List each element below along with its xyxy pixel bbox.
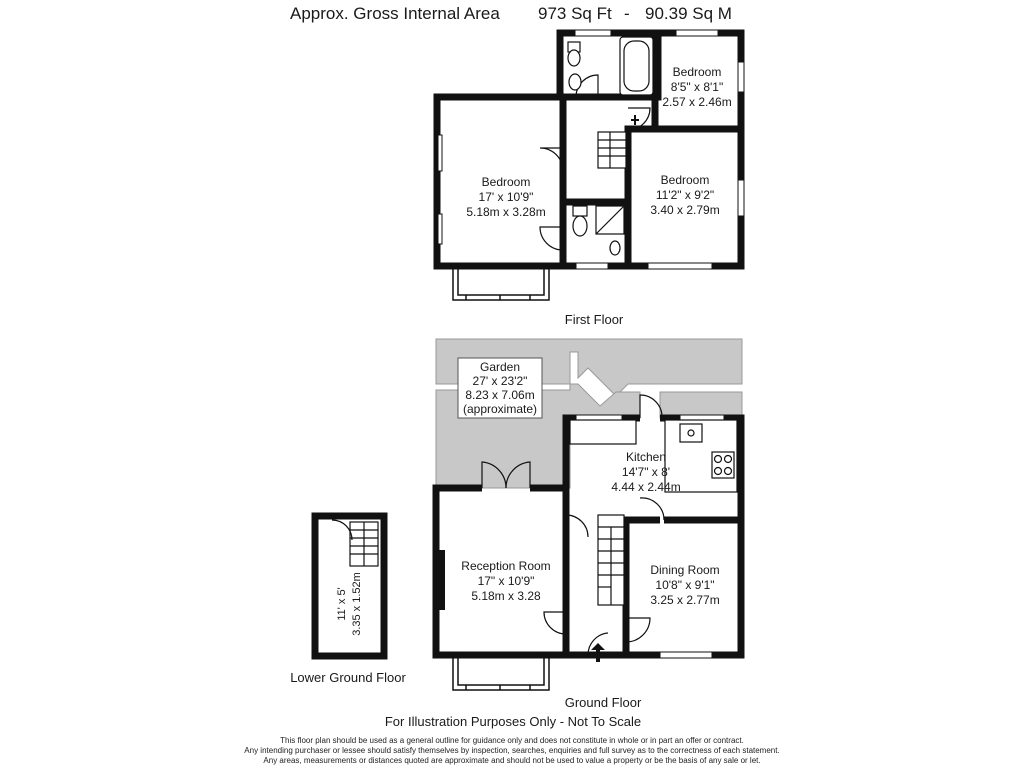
illustration-note: For Illustration Purposes Only - Not To Scale <box>384 714 642 729</box>
fireplace-icon <box>437 550 445 610</box>
lower-ground-floor-plan <box>315 516 384 656</box>
lower-ground-floor-label: Lower Ground Floor <box>290 670 406 685</box>
reception-metric: 5.18m x 3.28 <box>471 589 541 603</box>
garden-metric: 8.23 x 7.06m <box>465 388 535 402</box>
garden-note: (approximate) <box>462 402 538 416</box>
ff-bedroom2-metric: 3.40 x 2.79m <box>650 203 720 217</box>
first-floor-fixtures <box>568 37 653 255</box>
area-sqft: 973 Sq Ft <box>538 4 612 23</box>
basin-icon <box>569 74 581 90</box>
kitchen-metric: 4.44 x 2.44m <box>611 480 681 494</box>
arrow-icon <box>631 115 639 125</box>
ff-bedroom1-metric: 5.18m x 3.28m <box>466 205 546 219</box>
ground-floor-label: Ground Floor <box>564 695 642 710</box>
dining-name: Dining Room <box>650 563 720 577</box>
reception-imperial: 17" x 10'9" <box>477 574 535 588</box>
wc-toilet-icon <box>573 206 587 216</box>
first-floor-bay-window <box>453 266 549 300</box>
ff-bedroom1-name: Bedroom <box>481 175 531 189</box>
dining-imperial: 10'8" x 9'1" <box>655 578 715 592</box>
ff-bedroom2-imperial: 11'2" x 9'2" <box>655 188 715 202</box>
first-floor-doors <box>540 75 650 250</box>
ground-floor-bay-window <box>453 655 549 690</box>
garden-name: Garden <box>479 360 521 374</box>
hob-icon <box>712 452 734 478</box>
area-separator: - <box>624 4 630 23</box>
ff-bedroom2-name: Bedroom <box>660 173 710 187</box>
area-sqm: 90.39 Sq M <box>645 4 732 23</box>
lower-door <box>332 520 352 540</box>
wc-basin-icon <box>610 241 620 255</box>
dining-metric: 3.25 x 2.77m <box>650 593 720 607</box>
disclaimer-line-3: Any areas, measurements or distances quoted are approximate and should not be used to value a property or be the basis of any sale or let. <box>263 756 761 765</box>
garden-imperial: 27' x 23'2" <box>472 374 528 388</box>
lower-room-imperial: 11' x 5' <box>336 587 348 621</box>
kitchen-name: Kitchen <box>625 450 667 464</box>
ff-bedroom3-metric: 2.57 x 2.46m <box>662 95 732 109</box>
reception-name: Reception Room <box>461 559 551 573</box>
ff-bedroom3-imperial: 8'5" x 8'1" <box>670 80 724 94</box>
disclaimer-line-2: Any intending purchaser or lessee should satisfy themselves by inspection, searches, enquiries and full survey as to the correctness of each statement. <box>244 746 780 755</box>
ff-bedroom3-name: Bedroom <box>672 65 722 79</box>
ff-bedroom1-imperial: 17' x 10'9" <box>478 190 534 204</box>
disclaimer-line-1: This floor plan should be used as a general outline for guidance only and does not constitute in whole or in part an offer or contract. <box>280 736 744 745</box>
first-floor-label: First Floor <box>564 312 624 327</box>
kitchen-imperial: 14'7" x 8' <box>621 465 671 479</box>
landing-walls <box>563 97 628 266</box>
stairs-icon <box>598 132 626 168</box>
area-label: Approx. Gross Internal Area <box>290 4 500 23</box>
lower-room-metric: 3.35 x 1.52m <box>351 572 363 636</box>
